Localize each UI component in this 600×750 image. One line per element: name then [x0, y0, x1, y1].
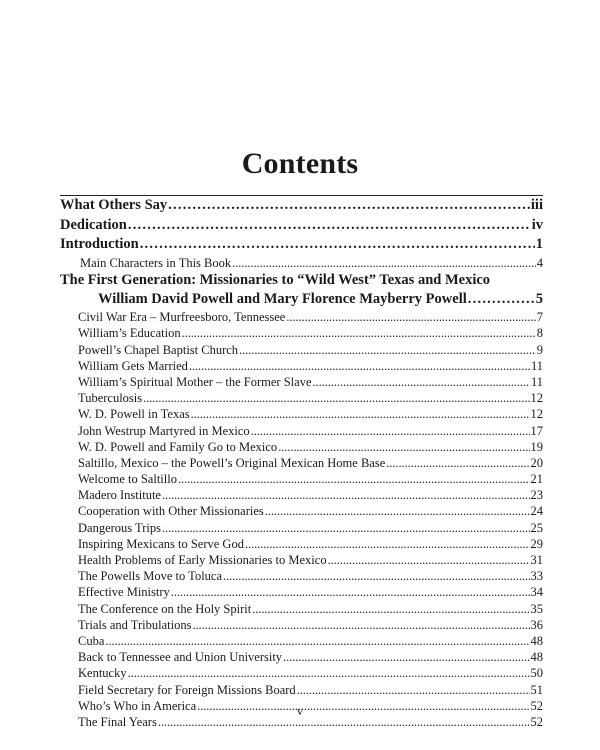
toc-entry-title: William’s Education	[78, 326, 181, 341]
toc-entry-chapter[interactable]	[60, 503, 543, 519]
toc-entry-chapter[interactable]	[60, 390, 543, 406]
toc-entry-title: William’s Spiritual Mother – the Former Slave	[78, 374, 312, 389]
dot-leader	[251, 423, 530, 439]
toc-entry-chapter[interactable]	[60, 358, 543, 374]
toc-entry-chapter[interactable]	[60, 682, 543, 698]
toc-entry-title: What Others Say	[60, 197, 168, 213]
toc-entry-chapter[interactable]	[60, 471, 543, 487]
toc-entry-section-subheading[interactable]	[60, 290, 543, 310]
toc-entry-page: 29	[530, 536, 543, 551]
toc-entry-page: 4	[536, 255, 543, 270]
toc-entry-page: 31	[530, 553, 543, 567]
toc-entry-page: 17	[530, 423, 543, 438]
dot-leader	[189, 358, 530, 374]
page-title: Contents	[241, 147, 359, 180]
dot-leader	[105, 633, 529, 649]
toc-entry-page: 11	[530, 374, 543, 389]
dot-leader	[245, 536, 530, 552]
dot-leader	[162, 520, 530, 536]
dot-leader	[297, 682, 530, 698]
toc-entry-introduction[interactable]	[60, 235, 543, 255]
page-number: v	[297, 704, 303, 718]
toc-entry-title: Civil War Era – Murfreesboro, Tennessee	[78, 310, 286, 325]
dot-leader	[313, 374, 530, 390]
dot-leader	[278, 439, 529, 455]
dot-leader	[191, 406, 530, 422]
toc-entry-page: 21	[530, 472, 543, 487]
chapter-list	[60, 309, 543, 730]
toc-entry-page: 12	[530, 391, 543, 406]
dot-leader	[265, 503, 530, 519]
toc-entry-title: The Final Years	[78, 714, 157, 729]
toc-entry-page: 33	[530, 569, 543, 584]
toc-entry-what-others-say[interactable]	[60, 195, 543, 216]
toc-entry-page: 8	[536, 326, 543, 341]
toc-entry-chapter[interactable]	[60, 552, 543, 568]
dot-leader	[328, 552, 530, 568]
toc-entry-page: 7	[536, 310, 543, 325]
dot-leader	[223, 568, 529, 584]
toc-entry-main-characters[interactable]	[60, 255, 543, 271]
toc-entry-chapter[interactable]	[60, 665, 543, 681]
toc-entry-page: 11	[530, 358, 543, 373]
toc-entry-title: Cuba	[78, 633, 105, 648]
toc-entry-title: Back to Tennessee and Union University	[78, 650, 283, 665]
toc-entry-title: Kentucky	[78, 666, 127, 681]
toc-entry-chapter[interactable]	[60, 617, 543, 633]
toc-entry-chapter[interactable]	[60, 649, 543, 665]
dot-leader	[171, 584, 530, 600]
toc-entry-chapter[interactable]	[60, 374, 543, 390]
dot-leader	[283, 649, 529, 665]
toc-entry-dedication[interactable]	[60, 216, 543, 236]
dot-leader	[182, 325, 536, 341]
toc-entry-page: 51	[530, 682, 543, 697]
toc-entry-page: iv	[531, 216, 543, 233]
toc-entry-title: William David Powell and Mary Florence Mayberry Powell	[98, 290, 467, 307]
toc-entry-page: 23	[530, 488, 543, 503]
dot-leader	[232, 255, 536, 271]
toc-entry-title: Inspiring Mexicans to Serve God	[78, 536, 244, 551]
toc-entry-title: The Powells Move to Toluca	[78, 569, 223, 584]
toc-entry-page: 5	[535, 290, 543, 307]
toc-entry-page: 12	[530, 407, 543, 422]
toc-entry-page: 34	[530, 585, 543, 600]
toc-entry-title: Effective Ministry	[78, 585, 170, 600]
toc-entry-title: John Westrup Martyred in Mexico	[78, 423, 250, 438]
dot-leader	[252, 601, 529, 617]
toc-entry-chapter[interactable]	[60, 455, 543, 471]
dot-leader	[178, 471, 530, 487]
toc-entry-page: 20	[530, 455, 543, 470]
dot-leader	[128, 216, 531, 236]
toc-entry-page: 48	[530, 650, 543, 665]
dot-leader	[192, 617, 529, 633]
dot-leader	[168, 196, 530, 216]
toc-entry-title: Field Secretary for Foreign Missions Board	[78, 682, 296, 697]
toc-entry-title: William Gets Married	[78, 358, 188, 373]
toc-entry-page: 9	[536, 342, 543, 357]
dot-leader	[286, 309, 535, 325]
section-heading: The First Generation: Missionaries to “Wild West” Texas and Mexico	[60, 271, 491, 288]
toc-entry-chapter[interactable]	[60, 487, 543, 503]
toc-entry-title: Cooperation with Other Missionaries	[78, 504, 264, 519]
toc-entry-title: W. D. Powell and Family Go to Mexico	[78, 439, 278, 454]
table-of-contents	[60, 195, 543, 730]
toc-entry-title: Health Problems of Early Missionaries to Mexico	[78, 553, 327, 567]
toc-entry-page: 19	[530, 439, 543, 454]
toc-entry-title: Dangerous Trips	[78, 520, 161, 535]
toc-entry-page: 48	[530, 633, 543, 648]
toc-entry-title: Dedication	[60, 216, 127, 233]
toc-entry-chapter[interactable]	[60, 325, 543, 341]
toc-entry-title: W. D. Powell in Texas	[78, 407, 190, 422]
toc-entry-title: Introduction	[60, 236, 139, 252]
toc-entry-chapter[interactable]	[60, 520, 543, 536]
toc-entry-chapter[interactable]	[60, 601, 543, 617]
toc-entry-chapter[interactable]	[60, 536, 543, 552]
toc-entry-title: Saltillo, Mexico – the Powell’s Original Mexican Home Base	[78, 455, 386, 470]
toc-entry-page: 35	[530, 601, 543, 616]
toc-entry-chapter[interactable]	[60, 568, 543, 584]
toc-entry-title: Main Characters in This Book	[80, 255, 232, 270]
toc-entry-page: 1	[535, 236, 543, 252]
dot-leader	[468, 290, 535, 310]
toc-entry-title: The Conference on the Holy Spirit	[78, 601, 252, 616]
toc-entry-page: 36	[530, 617, 543, 632]
dot-leader	[143, 390, 529, 406]
toc-entry-page: 50	[530, 666, 543, 681]
toc-entry-page: 52	[530, 714, 543, 729]
dot-leader	[140, 235, 535, 255]
toc-entry-chapter[interactable]	[60, 633, 543, 649]
toc-entry-title: Who’s Who in America	[78, 698, 197, 713]
toc-entry-title: Madero Institute	[78, 488, 161, 503]
toc-entry-page: 24	[530, 504, 543, 519]
dot-leader	[386, 455, 529, 471]
toc-entry-chapter[interactable]	[60, 423, 543, 439]
toc-entry-page: iii	[530, 197, 543, 213]
dot-leader	[162, 487, 530, 503]
toc-entry-chapter[interactable]	[60, 584, 543, 600]
dot-leader	[239, 342, 536, 358]
toc-entry-title: Powell’s Chapel Baptist Church	[78, 342, 239, 357]
dot-leader	[128, 665, 530, 681]
toc-entry-title: Tuberculosis	[78, 391, 143, 406]
toc-entry-title: Trials and Tribulations	[78, 617, 192, 632]
toc-entry-title: Welcome to Saltillo	[78, 472, 177, 487]
toc-entry-page: 25	[530, 520, 543, 535]
toc-entry-page: 52	[530, 698, 543, 713]
toc-entry-chapter[interactable]	[60, 309, 543, 325]
toc-entry-chapter[interactable]	[60, 342, 543, 358]
toc-entry-chapter[interactable]	[60, 439, 543, 455]
toc-entry-chapter[interactable]	[60, 406, 543, 422]
